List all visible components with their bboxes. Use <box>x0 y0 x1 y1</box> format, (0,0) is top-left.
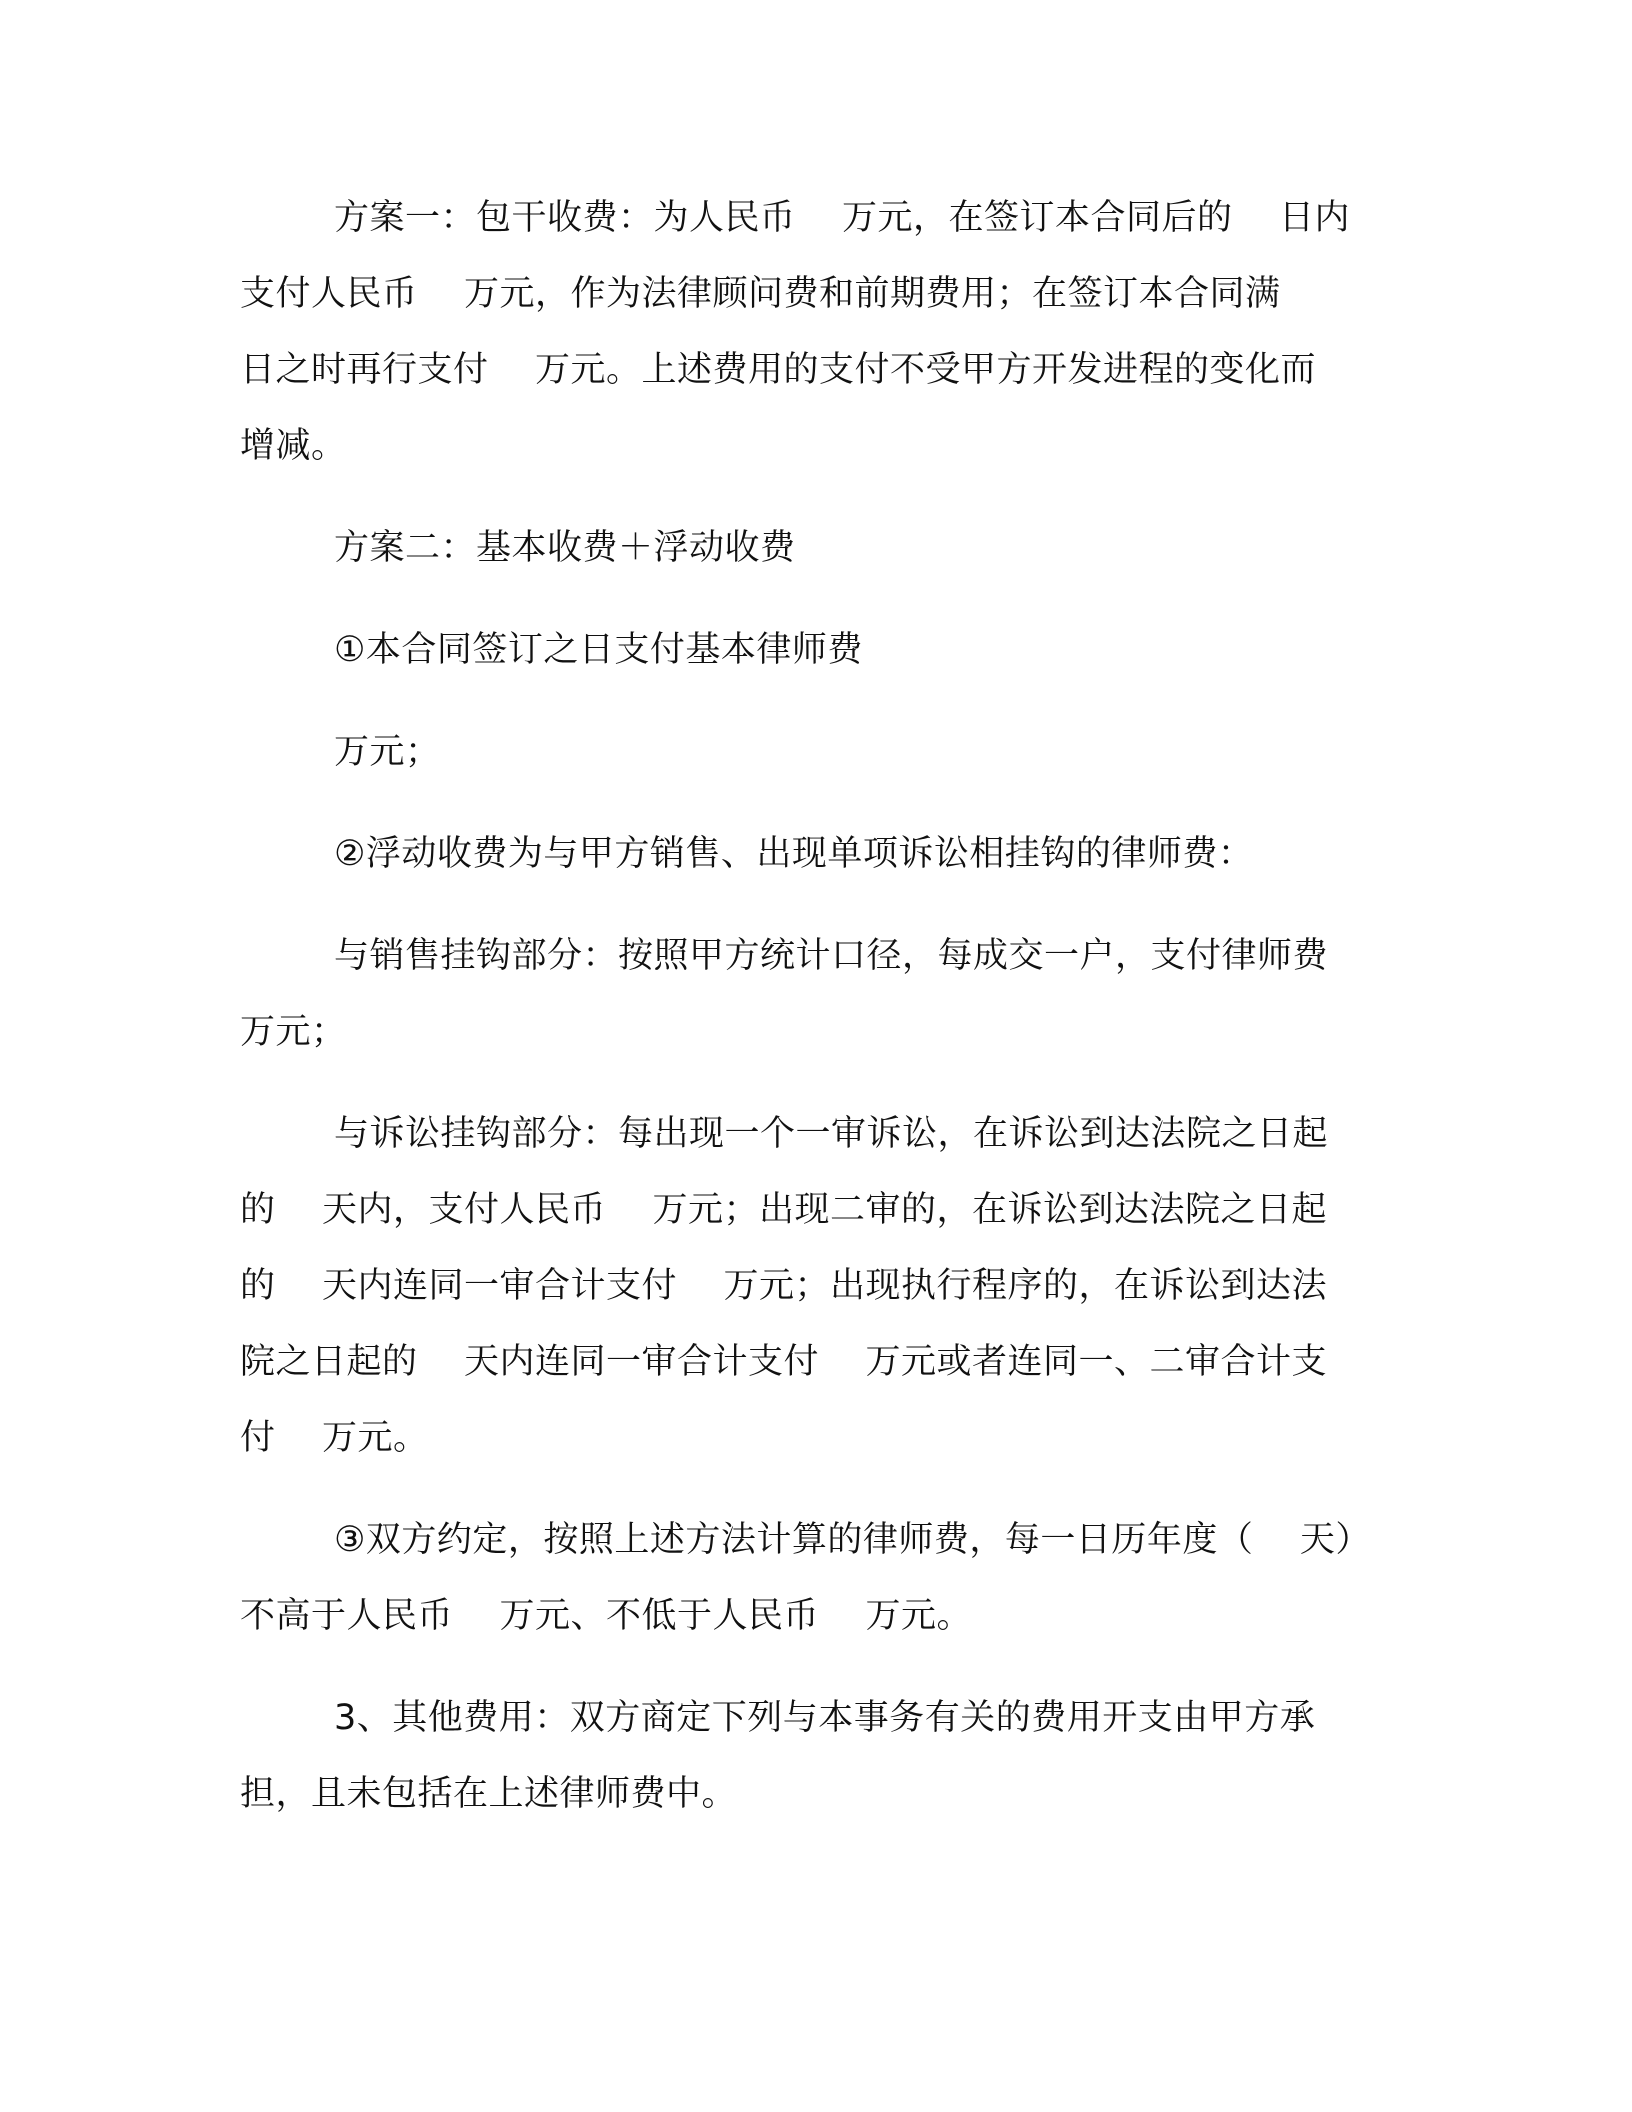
sales-linked-line-1: 与销售挂钩部分：按照甲方统计口径，每成交一户，支付律师费 <box>334 936 1329 976</box>
litigation-linked-line-4: 院之日起的 天内连同一审合计支付 万元或者连同一、二审合计支 <box>240 1342 1328 1382</box>
litigation-linked-line-1: 与诉讼挂钩部分：每出现一个一审诉讼，在诉讼到达法院之日起 <box>334 1114 1329 1154</box>
plan-one-line-2: 支付人民币 万元，作为法律顾问费和前期费用；在签订本合同满 <box>240 274 1281 314</box>
litigation-linked-line-3: 的 天内连同一审合计支付 万元；出现执行程序的，在诉讼到达法 <box>240 1266 1328 1306</box>
other-expenses-line-1: 3、其他费用：双方商定下列与本事务有关的费用开支由甲方承 <box>334 1698 1316 1738</box>
litigation-linked-line-5: 付 万元。 <box>240 1418 429 1458</box>
sales-linked-line-2: 万元； <box>240 1012 347 1052</box>
plan-one-line-3: 日之时再行支付 万元。上述费用的支付不受甲方开发进程的变化而 <box>240 350 1317 390</box>
litigation-linked-line-2: 的 天内，支付人民币 万元；出现二审的，在诉讼到达法院之日起 <box>240 1190 1328 1230</box>
floating-fee-heading: ②浮动收费为与甲方销售、出现单项诉讼相挂钩的律师费： <box>334 834 1254 874</box>
annual-cap-line-1: ③双方约定，按照上述方法计算的律师费，每一日历年度（ 天） <box>334 1520 1371 1560</box>
plan-two-heading: 方案二：基本收费＋浮动收费 <box>334 528 796 568</box>
basic-fee-amount: 万元； <box>334 732 441 772</box>
other-expenses-line-2: 担，且未包括在上述律师费中。 <box>240 1774 738 1814</box>
plan-one-line-4: 增减。 <box>240 426 347 466</box>
plan-one-line-1: 方案一：包干收费：为人民币 万元，在签订本合同后的 日内 <box>334 198 1351 238</box>
annual-cap-line-2: 不高于人民币 万元、不低于人民币 万元。 <box>240 1596 973 1636</box>
basic-fee-line: ①本合同签订之日支付基本律师费 <box>334 630 863 670</box>
